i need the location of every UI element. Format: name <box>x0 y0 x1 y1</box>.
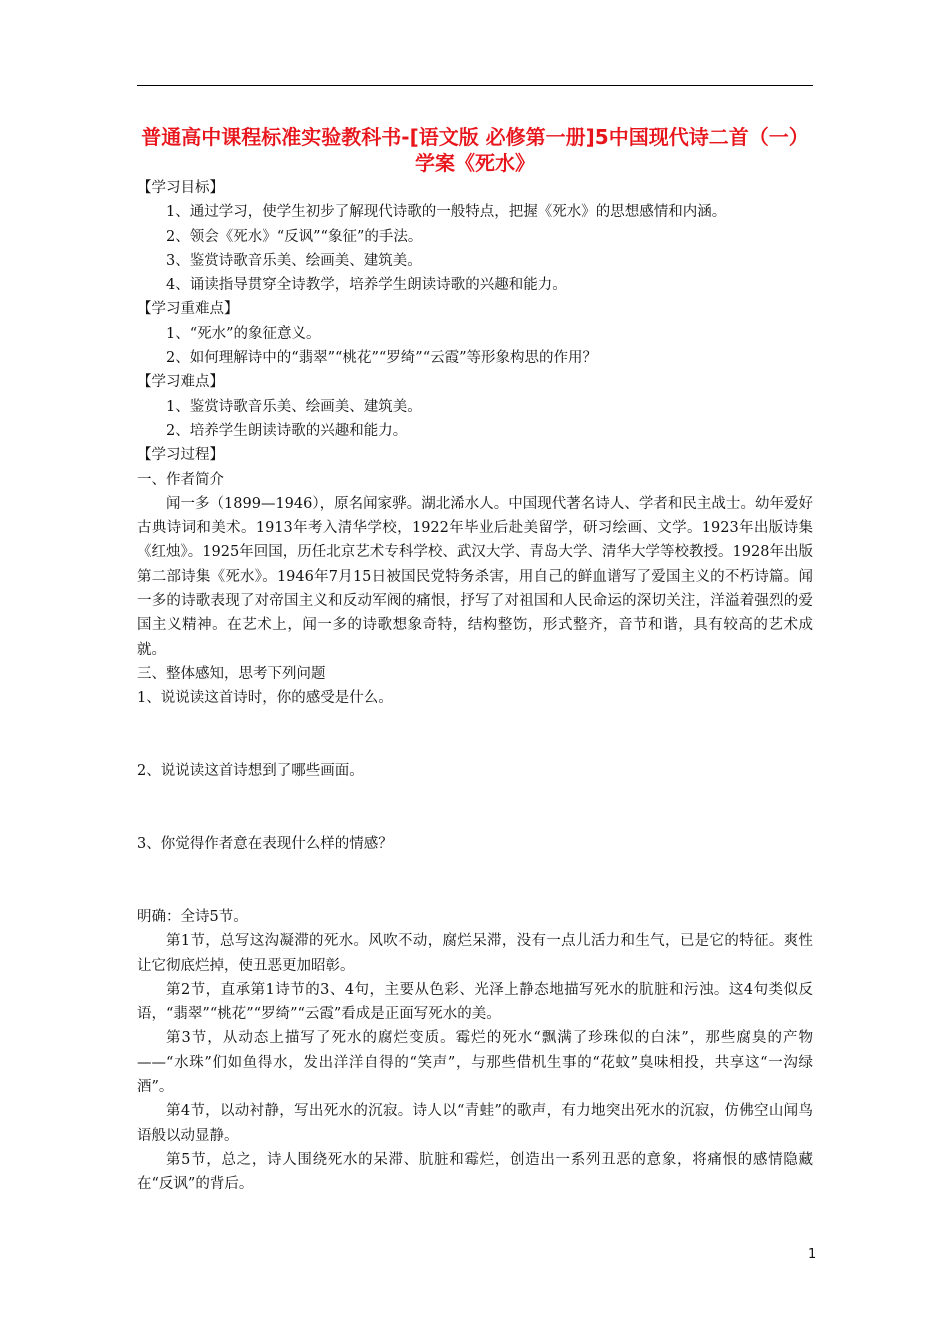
key-point-item: 2、如何理解诗中的“翡翠”“桃花”“罗绮”“云霞”等形象构思的作用？ <box>166 350 598 367</box>
objectives-heading: 【学习目标】 <box>137 180 224 196</box>
answer-paragraph: 第3节，从动态上描写了死水的腐烂变质。霉烂的死水“飘满了珍珠似的白沫”，那些腐臭的产物——“水珠”们如鱼得水，发出洋洋自得的“笑声”，与那些借机生事的“花蚊”臭味相投，共享这“一沟绿酒”。 <box>137 1030 813 1095</box>
question-item: 3、你觉得作者意在表现什么样的情感？ <box>137 836 393 853</box>
answer-space <box>137 711 813 760</box>
questions-heading: 三、整体感知，思考下列问题 <box>137 665 326 682</box>
answer-paragraph: 第1节，总写这沟凝滞的死水。风吹不动，腐烂呆滞，没有一点儿活力和生气，已是它的特征。爽性让它彻底烂掉，使丑恶更加昭彰。 <box>137 933 813 974</box>
process-heading: 【学习过程】 <box>137 447 224 464</box>
question-item: 2、说说读这首诗想到了哪些画面。 <box>137 763 364 780</box>
objective-item: 1、通过学习，使学生初步了解现代诗歌的一般特点，把握《死水》的思想感情和内涵。 <box>166 204 727 221</box>
key-point-item: 1、“死水”的象征意义。 <box>166 325 321 342</box>
author-bio: 闻一多（1899—1946），原名闻家骅。湖北浠水人。中国现代著名诗人、学者和民主战士。幼年爱好古典诗词和美术。1913年考入清华学校，1922年毕业后赴美留学，研习绘画、文学。1923年出版诗集《红烛》。1925年回国，历任北京艺术专科学校、武汉大学、青岛大学、清华大学等校教授。1928年出版第二部诗集《死水》。1946年7月15日被国民党特务杀害，用自己的鲜血谱写了爱国主义的不朽诗篇。闻一多的诗歌表现了对帝国主义和反动军阀的痛恨，抒写了对祖国和人民命运的深切关注，洋溢着强烈的爱国主义精神。在艺术上，闻一多的诗歌想象奇特，结构整饬，形式整齐，音节和谐，具有较高的艺术成就。 <box>137 495 813 658</box>
page-number: 1 <box>808 1247 817 1262</box>
objective-item: 4、诵读指导贯穿全诗教学，培养学生朗读诗歌的兴趣和能力。 <box>166 277 567 294</box>
answer-space <box>137 783 813 832</box>
answer-intro: 明确：全诗5节。 <box>137 908 248 925</box>
answer-paragraph: 第2节，直承第1诗节的3、4句，主要从色彩、光泽上静态地描写死水的肮脏和污浊。这4句类似反语，“翡翠”“桃花”“罗绮”“云霞”看成是正面写死水的美。 <box>137 981 813 1023</box>
answer-space <box>137 856 813 905</box>
answer-paragraph: 第5节，总之，诗人围绕死水的呆滞、肮脏和霉烂，创造出一系列丑恶的意象，将痛恨的感情隐藏在“反讽”的背后。 <box>137 1151 813 1193</box>
key-points-heading: 【学习重难点】 <box>137 301 239 318</box>
difficulties-heading: 【学习难点】 <box>137 374 224 391</box>
difficulty-item: 2、培养学生朗读诗歌的兴趣和能力。 <box>166 422 408 439</box>
author-heading: 一、作者简介 <box>137 471 224 488</box>
question-item: 1、说说读这首诗时，你的感受是什么。 <box>137 690 393 707</box>
document-title: 普通高中课程标准实验教科书-[语文版 必修第一册]5中国现代诗二首（一）学案《死水》 <box>141 125 809 175</box>
header-rule <box>137 85 813 86</box>
objective-item: 2、领会《死水》“反讽”“象征”的手法。 <box>166 228 423 245</box>
difficulty-item: 1、鉴赏诗歌音乐美、绘画美、建筑美。 <box>166 398 422 415</box>
objective-item: 3、鉴赏诗歌音乐美、绘画美、建筑美。 <box>166 252 422 269</box>
answer-paragraph: 第4节，以动衬静，写出死水的沉寂。诗人以“青蛙”的歌声，有力地突出死水的沉寂，仿佛空山闻鸟语般以动显静。 <box>137 1103 813 1144</box>
document-body <box>137 176 813 1196</box>
